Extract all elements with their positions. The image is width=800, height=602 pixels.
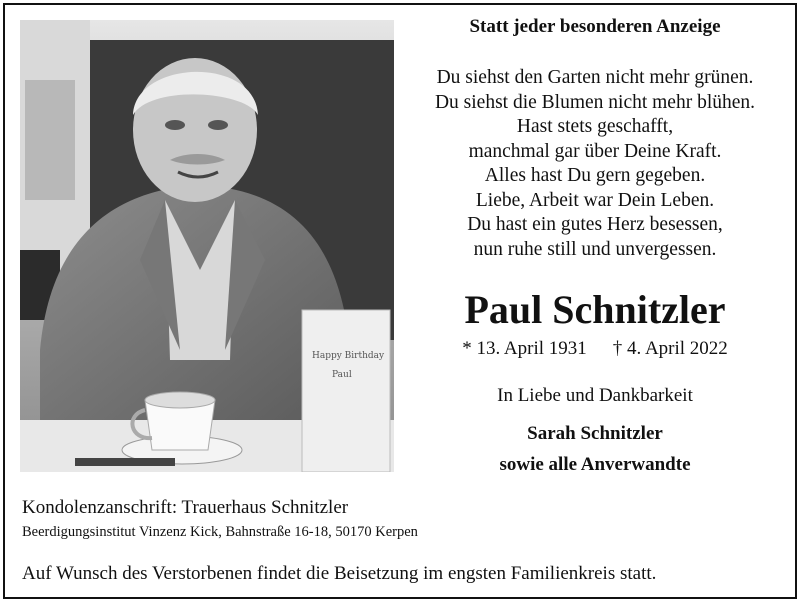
- portrait-illustration: [20, 20, 394, 472]
- candle-text-line1: Happy Birthday: [312, 351, 385, 361]
- condolence-address: Kondolenzanschrift: Trauerhaus Schnitzler: [22, 497, 349, 518]
- portrait-photo: [20, 20, 394, 472]
- death-date: † 4. April 2022: [612, 338, 728, 359]
- mourner-name: Sarah Schnitzler: [527, 423, 663, 444]
- birth-date: * 13. April 1931: [462, 338, 587, 359]
- burial-notice: Auf Wunsch des Verstorbenen findet die Beisetzung im engsten Familienkreis statt.: [22, 563, 657, 584]
- heading: Statt jeder besonderen Anzeige: [469, 16, 721, 37]
- candle-text-line2: Paul: [332, 370, 352, 380]
- poem-line: Du siehst die Blumen nicht mehr blühen.: [434, 91, 756, 113]
- poem-line: Hast stets geschafft,: [516, 116, 674, 137]
- poem-line: Du hast ein gutes Herz besessen,: [467, 214, 723, 235]
- life-dates: [405, 338, 785, 360]
- poem-line: Du siehst den Garten nicht mehr grünen.: [436, 67, 754, 88]
- undertaker-info: Beerdigungsinstitut Vinzenz Kick, Bahnstraße 16-18, 50170 Kerpen: [22, 524, 418, 540]
- mourner-relatives: sowie alle Anverwandte: [499, 454, 691, 475]
- poem: [405, 66, 785, 262]
- deceased-name: Paul Schnitzler: [464, 287, 726, 332]
- poem-line: Liebe, Arbeit war Dein Leben.: [475, 189, 715, 211]
- thanks-line: In Liebe und Dankbarkeit: [497, 385, 693, 406]
- poem-line: nun ruhe still und unvergessen.: [473, 238, 717, 260]
- poem-line: manchmal gar über Deine Kraft.: [468, 140, 722, 162]
- poem-line: Alles hast Du gern gegeben.: [484, 165, 706, 186]
